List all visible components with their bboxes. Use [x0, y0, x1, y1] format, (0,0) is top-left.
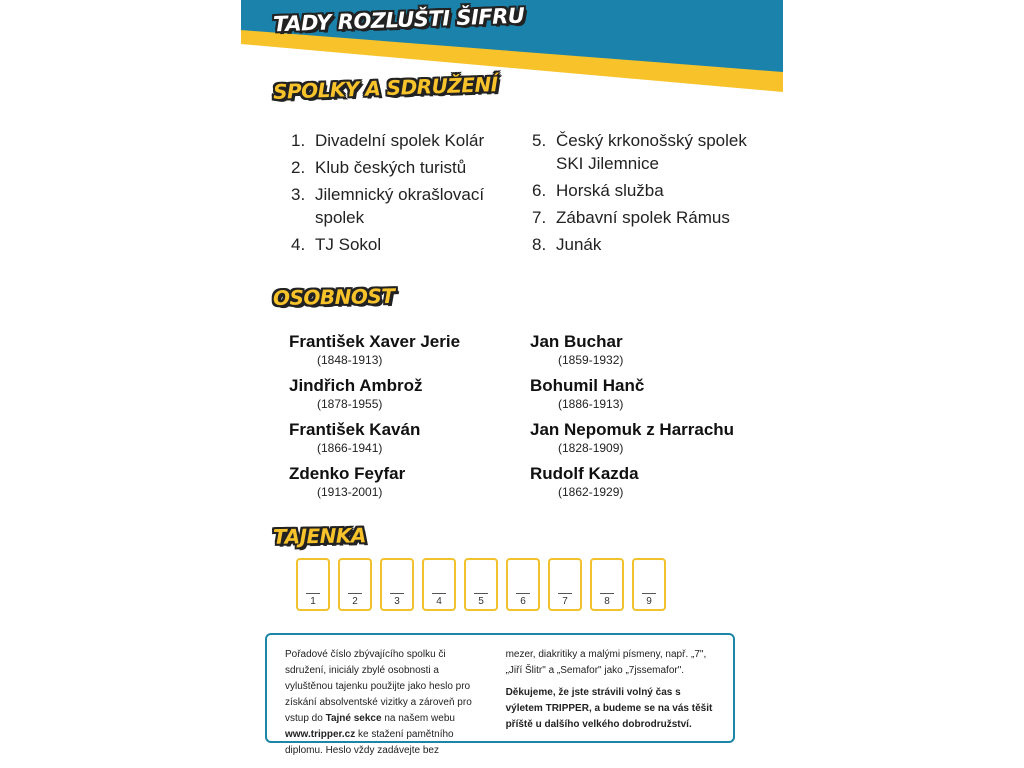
person-years: (1878-1955): [317, 397, 383, 411]
letter-box-number: 2: [352, 596, 358, 607]
letter-box[interactable]: [632, 558, 666, 611]
letter-box[interactable]: [590, 558, 624, 611]
thanks-note: Děkujeme, že jste strávili volný čas s výletem TRIPPER, a budeme se na vás těšit příště u dalšího velkého dobrodružství.: [505, 687, 713, 730]
person-years: (1913-2001): [317, 485, 383, 499]
person-name: Rudolf Kazda: [530, 464, 639, 483]
letter-box-number: 4: [436, 596, 442, 607]
section-heading-spolky: SPOLKY A SDRUŽENÍ: [272, 72, 499, 104]
website-link[interactable]: www.tripper.cz: [285, 729, 356, 740]
list-item: 6. Horská služba: [532, 181, 664, 200]
info-box: [265, 633, 735, 756]
person-entry: [530, 375, 770, 419]
person-years: (1848-1913): [317, 353, 383, 367]
letter-box-number: 8: [604, 596, 610, 607]
person-name: Jan Nepomuk z Harrachu: [530, 420, 735, 439]
person-years: (1859-1932): [558, 353, 624, 367]
section-heading-tajenka: TAJENKA: [272, 523, 367, 549]
list-item: 1. Divadelní spolek Kolár: [291, 131, 485, 150]
letter-box-number: 3: [394, 596, 400, 607]
list-item: 5. Český krkonošský spolek SKI Jilemnice: [532, 131, 747, 173]
persons-list-right: [530, 331, 770, 507]
puzzle-page: [241, 0, 783, 768]
tajenka-boxes: [296, 558, 666, 611]
letter-box[interactable]: [338, 558, 372, 611]
letter-box-number: 9: [646, 596, 652, 607]
person-name: Bohumil Hanč: [530, 376, 645, 395]
person-name: Zdenko Feyfar: [289, 464, 406, 483]
letter-box-number: 6: [520, 596, 526, 607]
list-item: 7. Zábavní spolek Rámus: [532, 208, 730, 227]
person-years: (1862-1929): [558, 485, 624, 499]
person-years: (1866-1941): [317, 441, 383, 455]
letter-box[interactable]: [422, 558, 456, 611]
person-entry: [530, 419, 770, 463]
person-entry: [530, 463, 770, 507]
person-name: František Xaver Jerie: [289, 332, 461, 351]
person-entry: [289, 375, 529, 419]
list-item: 2. Klub českých turistů: [291, 158, 467, 177]
person-name: Jan Buchar: [530, 332, 623, 351]
person-years: (1886-1913): [558, 397, 624, 411]
letter-box[interactable]: [296, 558, 330, 611]
person-name: Jindřich Ambrož: [289, 376, 423, 395]
spolky-list-left: [291, 129, 501, 260]
section-heading-osobnost: OSOBNOST: [272, 283, 395, 311]
persons-list-left: [289, 331, 529, 507]
list-item: 8. Junák: [532, 235, 602, 254]
letter-box[interactable]: [506, 558, 540, 611]
person-name: František Kaván: [289, 420, 421, 439]
letter-box-number: 7: [562, 596, 568, 607]
letter-box[interactable]: [464, 558, 498, 611]
letter-box[interactable]: [548, 558, 582, 611]
page-title: TADY ROZLUŠTI ŠIFRU: [272, 3, 525, 37]
person-years: (1828-1909): [558, 441, 624, 455]
letter-box-number: 1: [310, 596, 316, 607]
spolky-list-right: [532, 129, 772, 260]
letter-box-number: 5: [478, 596, 484, 607]
info-text-right: mezer, diakritiky a malými písmeny, např. „7", „Jiří Šlitr" a „Semafor" jako „7jssemafor". Děkujeme, že jste strávili volný čas s výletem TRIPPER, a budeme se na vás těšit příště u dalšího velkého dobrodružství.: [506, 647, 717, 731]
person-entry: [289, 463, 529, 507]
info-text-left: Pořadové číslo zbývajícího spolku či sdružení, iniciály zbylé osobnosti a vyluštěnou tajenku použijte jako heslo pro získání absolventské vizitky a zároveň pro vstup do Tajné sekce na našem webu www.tripper.cz ke stažení pamětního diplomu. Heslo vždy zadávejte bez: [285, 649, 472, 756]
person-entry: [289, 419, 529, 463]
letter-box[interactable]: [380, 558, 414, 611]
person-entry: [289, 331, 529, 375]
person-entry: [530, 331, 770, 375]
list-item: 4. TJ Sokol: [291, 235, 382, 254]
list-item: 3. Jilemnický okrašlovací spolek: [291, 185, 485, 227]
